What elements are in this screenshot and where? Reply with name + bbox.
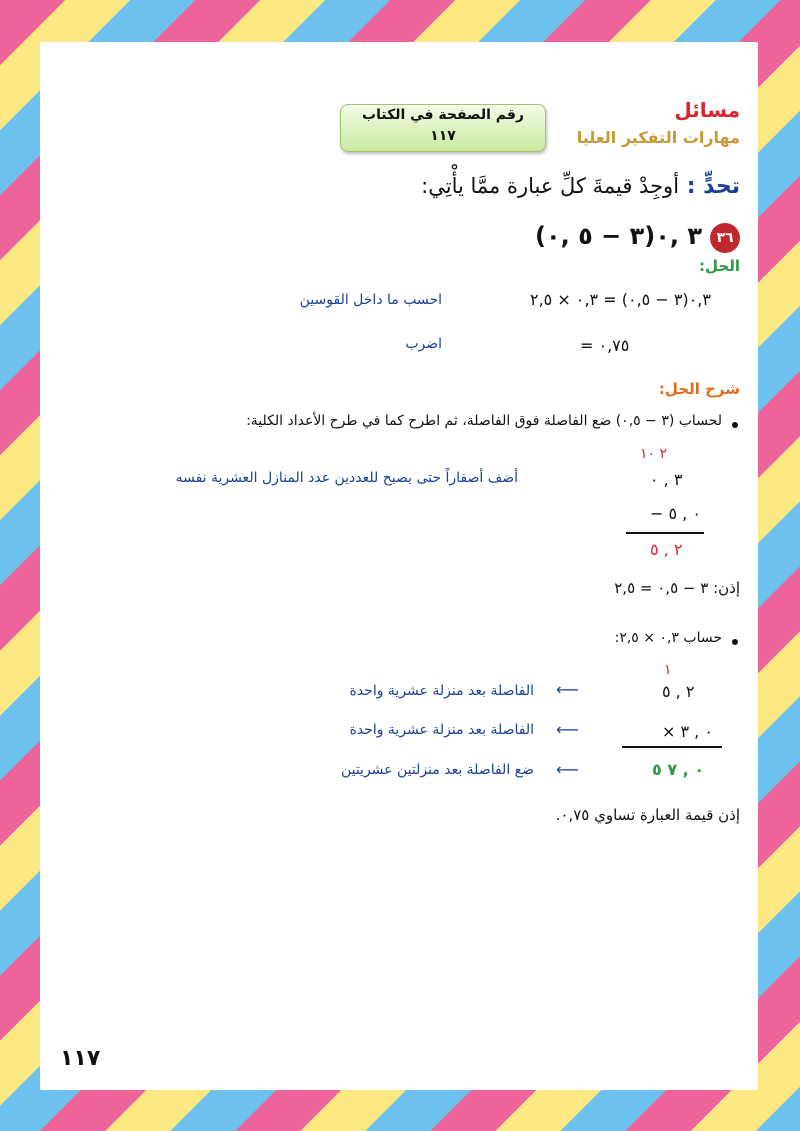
arrow-icon: ⟵	[556, 720, 579, 739]
book-page-label: رقم الصفحة في الكتاب	[362, 107, 524, 123]
multiplication-multiplier: × ٠ , ٣	[662, 722, 713, 741]
subtraction-minuend: ٣ , ٠	[650, 470, 683, 489]
solution-heading: الحل:	[699, 257, 740, 275]
borrow-digits: ٢ ١٠	[640, 446, 668, 462]
challenge-label: تحدٍّ :	[686, 174, 740, 199]
conclusion: إذن قيمة العبارة تساوي ٠,٧٥.	[555, 806, 740, 824]
problem-expression: ٣ ,٠(٣ − ٥ ,٠)	[534, 222, 702, 250]
multiplication-product: ٠ , ٧ ٥	[652, 760, 705, 779]
book-page-number: ١١٧	[430, 128, 456, 144]
solution-step1-note: احسب ما داخل القوسين	[299, 292, 442, 308]
explanation-bullet-1: لحساب (٣ − ٠,٥) ضع الفاصلة فوق الفاصلة، ثم اطرح كما في طرح الأعداد الكلية:	[246, 413, 722, 429]
zeros-note: أضف أصفاراً حتى يصبح للعددين عدد المنازل العشرية نفسه	[175, 470, 518, 486]
page-number: ١١٧	[60, 1046, 101, 1071]
worksheet-page	[40, 42, 758, 1090]
multiplication-multiplicand: ٢ , ٥	[662, 682, 695, 701]
subtraction-rule	[626, 532, 704, 534]
solution-step2-expression: = ٠,٧٥	[580, 336, 630, 355]
multiplication-rule	[622, 746, 722, 748]
arrow-icon: ⟵	[556, 760, 579, 779]
explanation-heading: شرح الحل:	[658, 380, 740, 398]
solution-step2-note: اضرب	[405, 336, 442, 352]
challenge-line	[421, 174, 740, 199]
book-page-reference-box	[340, 104, 546, 152]
subtraction-difference: ٢ , ٥	[650, 540, 683, 559]
explanation-bullet-2: حساب ٠,٣ × ٢,٥:	[614, 630, 722, 646]
multiplier-note: الفاصلة بعد منزلة عشرية واحدة	[349, 722, 534, 738]
bullet-marker	[732, 639, 738, 645]
product-note: ضع الفاصلة بعد منزلتين عشريتين	[340, 762, 534, 778]
carry-digit: ١	[664, 662, 672, 678]
problem-number-badge: ٣٦	[710, 223, 740, 253]
subtraction-result: إذن: ٣ − ٠,٥ = ٢,٥	[614, 579, 740, 597]
multiplicand-note: الفاصلة بعد منزلة عشرية واحدة	[349, 683, 534, 699]
subtraction-subtrahend: − ٠ , ٥	[650, 504, 701, 523]
solution-step1-expression: ٠,٣(٣ − ٠,٥) = ٠,٣ × ٢,٥	[530, 290, 711, 309]
section-subtitle: مهارات التفكير العليا	[576, 128, 740, 147]
section-title: مسائل	[674, 98, 740, 122]
bullet-marker	[732, 422, 738, 428]
challenge-instruction: أوجِدْ قيمةَ كلِّ عبارة ممَّا يأْتِي:	[421, 174, 680, 198]
arrow-icon: ⟵	[556, 680, 579, 699]
